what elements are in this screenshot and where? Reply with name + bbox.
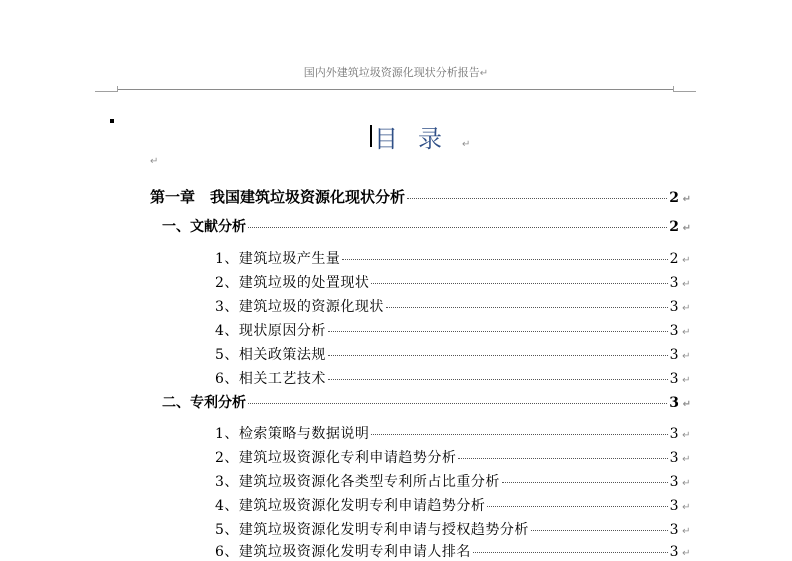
- dot-leader: [328, 379, 668, 380]
- paragraph-mark: ↵: [682, 399, 691, 410]
- dot-leader: [487, 506, 667, 507]
- paragraph-mark: ↵: [682, 194, 691, 205]
- toc-entry-label: 5、相关政策法规: [215, 347, 326, 363]
- paragraph-mark: ↵: [682, 327, 691, 338]
- paragraph-mark: ↵: [462, 139, 491, 150]
- toc-page-number: 2: [669, 219, 679, 235]
- dot-leader: [458, 458, 667, 459]
- paragraph-mark: ↵: [682, 502, 691, 513]
- toc-entry-label: 3、建筑垃圾的资源化现状: [215, 299, 384, 315]
- toc-entry-label: 4、现状原因分析: [215, 323, 326, 339]
- paragraph-mark: ↵: [150, 156, 159, 167]
- toc-title-text: 目录: [374, 125, 462, 153]
- toc-entry[interactable]: [215, 248, 691, 268]
- toc-entry[interactable]: [215, 519, 691, 539]
- toc-entry[interactable]: [215, 272, 691, 292]
- dot-leader: [248, 403, 667, 404]
- toc-entry[interactable]: [215, 320, 691, 340]
- toc-entry-label: 一、文献分析: [162, 219, 246, 235]
- toc-page-number: 3: [669, 498, 679, 514]
- toc-entry[interactable]: [215, 447, 691, 467]
- toc-entry-label: 2、建筑垃圾资源化专利申请趋势分析: [215, 450, 457, 466]
- dot-leader: [386, 307, 668, 308]
- toc-entry[interactable]: [162, 216, 691, 236]
- toc-page-number: 3: [669, 544, 679, 560]
- toc-page-number: 3: [669, 299, 679, 315]
- paragraph-mark: ↵: [682, 255, 691, 266]
- paragraph-mark: ↵: [682, 454, 691, 465]
- dot-leader: [502, 482, 668, 483]
- toc-page-number: 3: [669, 474, 679, 490]
- toc-page-number: 3: [669, 522, 679, 538]
- toc-entry[interactable]: [215, 541, 691, 561]
- toc-entry-label: 4、建筑垃圾资源化发明专利申请趋势分析: [215, 498, 486, 514]
- crop-mark-right: [673, 86, 696, 92]
- paragraph-bullet: [110, 119, 114, 123]
- toc-page-number: 3: [669, 395, 679, 411]
- dot-leader: [371, 434, 667, 435]
- crop-mark-left: [95, 86, 118, 92]
- toc-page-number: 3: [669, 450, 679, 466]
- toc-page-number: 3: [669, 275, 679, 291]
- paragraph-mark: ↵: [682, 223, 691, 234]
- toc-page-number: 2: [669, 190, 679, 206]
- toc-entry[interactable]: [215, 495, 691, 515]
- dot-leader: [473, 552, 668, 553]
- paragraph-mark: ↵: [682, 478, 691, 489]
- text-cursor: [370, 125, 372, 147]
- paragraph-mark: ↵: [682, 548, 691, 559]
- toc-page-number: 3: [669, 347, 679, 363]
- toc-entry[interactable]: [215, 368, 691, 388]
- paragraph-mark: ↵: [682, 430, 691, 441]
- toc-page-number: 2: [669, 251, 679, 267]
- paragraph-mark: ↵: [682, 279, 691, 290]
- dot-leader: [531, 530, 668, 531]
- toc-entry-label: 6、相关工艺技术: [215, 371, 326, 387]
- dot-leader: [342, 259, 667, 260]
- header-rule: [118, 89, 674, 90]
- toc-entry[interactable]: [215, 296, 691, 316]
- paragraph-mark: ↵: [682, 303, 691, 314]
- paragraph-mark: ↵: [682, 526, 691, 537]
- toc-entry-label: 3、建筑垃圾资源化各类型专利所占比重分析: [215, 474, 500, 490]
- paragraph-mark: ↵: [682, 351, 691, 362]
- toc-entry[interactable]: [215, 423, 691, 443]
- toc-entry[interactable]: [150, 186, 691, 207]
- dot-leader: [328, 331, 668, 332]
- toc-entry-label: 1、建筑垃圾产生量: [215, 251, 341, 267]
- toc-entry-label: 2、建筑垃圾的处置现状: [215, 275, 370, 291]
- toc-entry[interactable]: [215, 344, 691, 364]
- header-title: 国内外建筑垃圾资源化现状分析报告: [303, 66, 480, 79]
- toc-entry[interactable]: [162, 392, 691, 412]
- page-header: [0, 64, 792, 80]
- dot-leader: [248, 227, 667, 228]
- dot-leader: [407, 198, 667, 199]
- toc-title: [374, 119, 490, 154]
- toc-page-number: 3: [669, 371, 679, 387]
- toc-entry-label: 1、检索策略与数据说明: [215, 426, 370, 442]
- toc-entry[interactable]: [215, 471, 691, 491]
- toc-page-number: 3: [669, 323, 679, 339]
- paragraph-mark: ↵: [682, 375, 691, 386]
- toc-page-number: 3: [669, 426, 679, 442]
- toc-entry-label: 5、建筑垃圾资源化发明专利申请与授权趋势分析: [215, 522, 529, 538]
- toc-entry-label: 第一章 我国建筑垃圾资源化现状分析: [150, 188, 406, 206]
- dot-leader: [371, 283, 667, 284]
- toc-entry-label: 6、建筑垃圾资源化发明专利申请人排名: [215, 544, 471, 560]
- paragraph-mark: ↵: [479, 68, 489, 79]
- toc-entry-label: 二、专利分析: [162, 395, 246, 411]
- dot-leader: [328, 355, 668, 356]
